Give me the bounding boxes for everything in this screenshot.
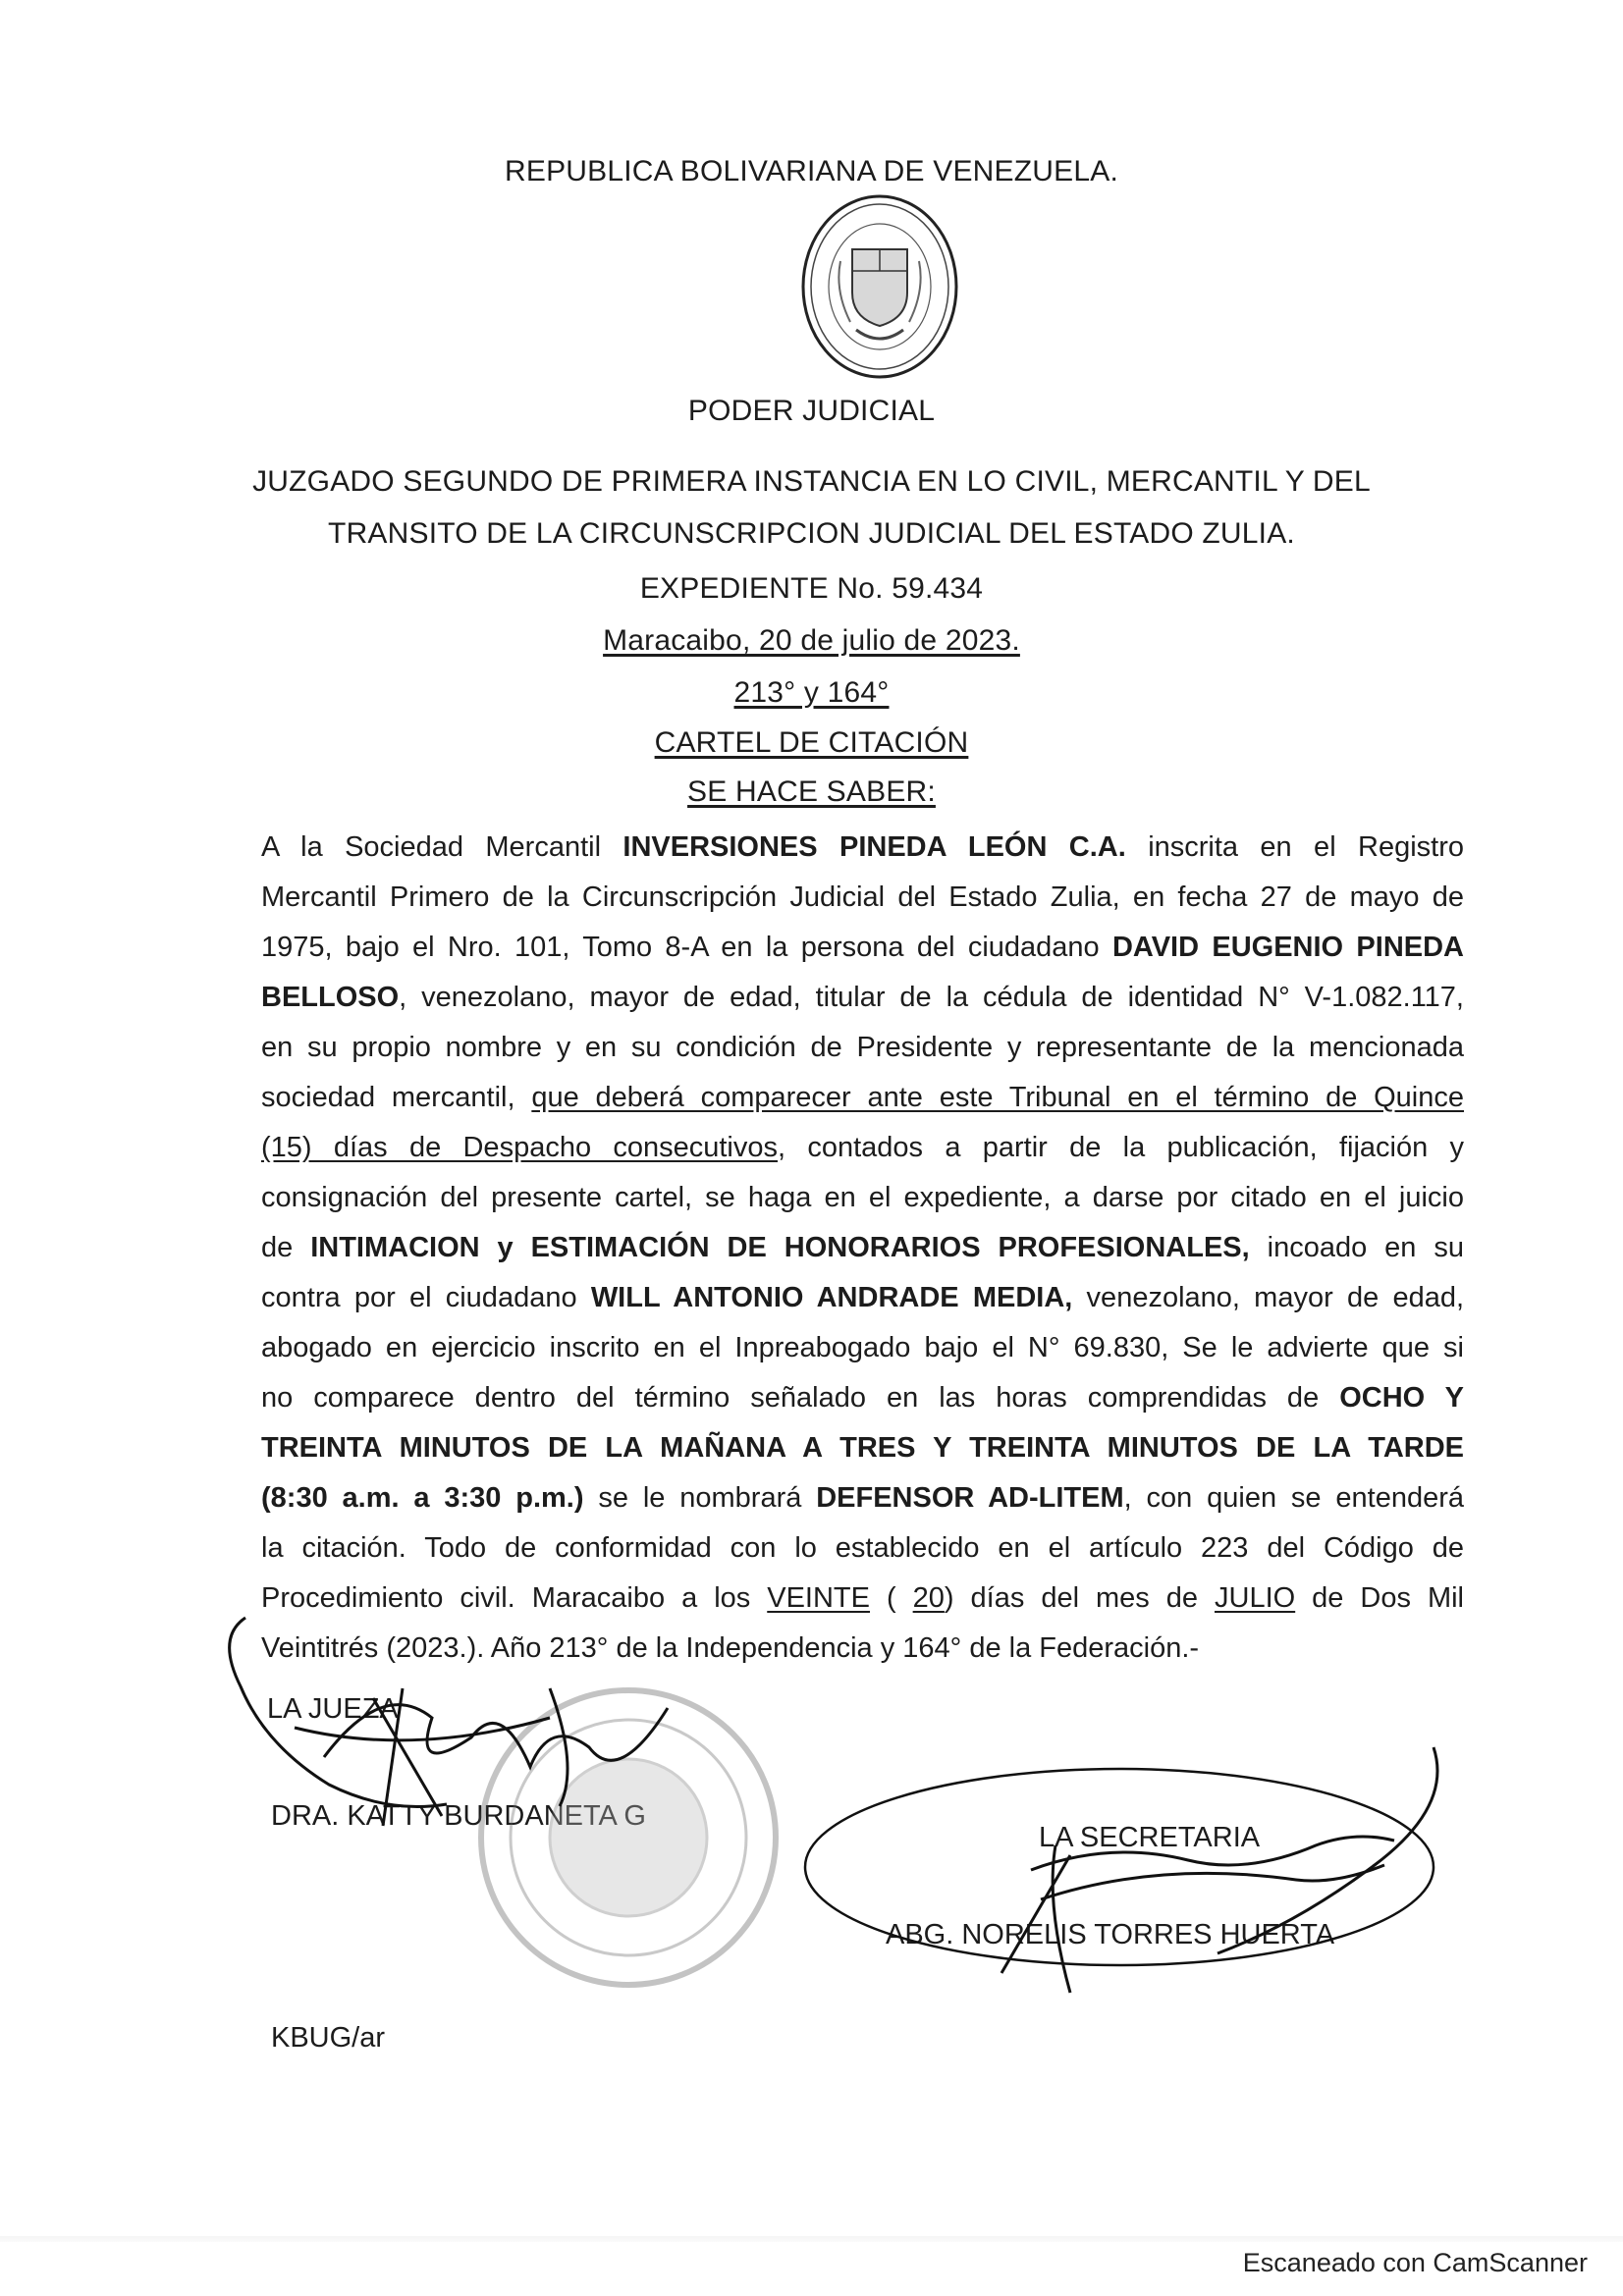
body-line: de INTIMACION y ESTIMACIÓN DE HONORARIOS PROFESIONALES, incoado en su bbox=[261, 1232, 1464, 1263]
body-line: contra por el ciudadano WILL ANTONIO ANDRADE MEDIA, venezolano, mayor de edad, bbox=[261, 1282, 1465, 1313]
notice-heading: SE HACE SABER: bbox=[687, 775, 936, 808]
secretary-signature bbox=[805, 1747, 1437, 1993]
document-title: CARTEL DE CITACIÓN bbox=[654, 726, 969, 759]
body-line: la citación. Todo de conformidad con lo establecido en el artículo 223 del Código de bbox=[261, 1532, 1464, 1564]
court-stamp bbox=[481, 1690, 776, 1985]
body-line: en su propio nombre y en su condición de Presidente y representante de la mencionada bbox=[261, 1032, 1464, 1063]
scanner-watermark: Escaneado con CamScanner bbox=[1242, 2248, 1588, 2277]
judge-title: LA JUEZA bbox=[267, 1693, 399, 1725]
judicial-branch-heading: PODER JUDICIAL bbox=[687, 395, 936, 427]
file-number: EXPEDIENTE No. 59.434 bbox=[639, 572, 984, 605]
body-line: no comparece dentro del término señalado en las horas comprendidas de OCHO Y bbox=[261, 1382, 1464, 1414]
body-line: (15) días de Despacho consecutivos, contados a partir de la publicación, fijación y bbox=[261, 1132, 1464, 1163]
body-line: A la Sociedad Mercantil INVERSIONES PINEDA LEÓN C.A. inscrita en el Registro bbox=[261, 831, 1464, 863]
typist-initials: KBUG/ar bbox=[271, 2022, 386, 2054]
body-line: TREINTA MINUTOS DE LA MAÑANA A TRES Y TREINTA MINUTOS DE LA TARDE bbox=[261, 1432, 1464, 1464]
court-name-line-1: JUZGADO SEGUNDO DE PRIMERA INSTANCIA EN LO CIVIL, MERCANTIL Y DEL bbox=[252, 465, 1371, 498]
secretary-name: ABG. NORELIS TORRES HUERTA bbox=[886, 1919, 1335, 1950]
body-line: Veintitrés (2023.). Año 213° de la Independencia y 164° de la Federación.- bbox=[261, 1632, 1200, 1664]
judge-name: DRA. KATTY BURDANETA G bbox=[271, 1800, 646, 1832]
company-name: INVERSIONES PINEDA LEÓN C.A. bbox=[622, 831, 1126, 863]
representative-name: DAVID EUGENIO PINEDA bbox=[1111, 932, 1464, 963]
court-name-line-2: TRANSITO DE LA CIRCUNSCRIPCION JUDICIAL DEL ESTADO ZULIA. bbox=[328, 517, 1295, 550]
body-line: consignación del presente cartel, se haga en el expediente, a darse por citado en el juicio bbox=[261, 1182, 1464, 1213]
scan-edge bbox=[0, 2236, 1623, 2242]
secretary-title: LA SECRETARIA bbox=[1039, 1822, 1261, 1853]
body-line: abogado en ejercicio inscrito en el Inpreabogado bajo el N° 69.830, Se le advierte que si bbox=[261, 1332, 1464, 1363]
years-line: 213° y 164° bbox=[733, 676, 890, 709]
body-line: Procedimiento civil. Maracaibo a los VEINTE ( 20) días del mes de JULIO de Dos Mil bbox=[261, 1582, 1464, 1614]
place-and-date: Maracaibo, 20 de julio de 2023. bbox=[603, 624, 1020, 657]
body-line: BELLOSO, venezolano, mayor de edad, titular de la cédula de identidad N° V-1.082.117, bbox=[261, 982, 1464, 1013]
body-line: sociedad mercantil, que deberá comparecer ante este Tribunal en el término de Quince bbox=[261, 1082, 1464, 1113]
country-heading: REPUBLICA BOLIVARIANA DE VENEZUELA. bbox=[505, 155, 1118, 187]
lawsuit-type: INTIMACION y ESTIMACIÓN DE HONORARIOS PROFESIONALES, bbox=[310, 1232, 1250, 1263]
body-line: Mercantil Primero de la Circunscripción Judicial del Estado Zulia, en fecha 27 de mayo de bbox=[261, 881, 1464, 913]
body-line: 1975, bajo el Nro. 101, Tomo 8-A en la persona del ciudadano DAVID EUGENIO PINEDA bbox=[261, 932, 1464, 963]
body-line: (8:30 a.m. a 3:30 p.m.) se le nombrará DEFENSOR AD-LITEM, con quien se entenderá bbox=[261, 1482, 1464, 1514]
plaintiff-name: WILL ANTONIO ANDRADE MEDIA, bbox=[590, 1282, 1073, 1313]
